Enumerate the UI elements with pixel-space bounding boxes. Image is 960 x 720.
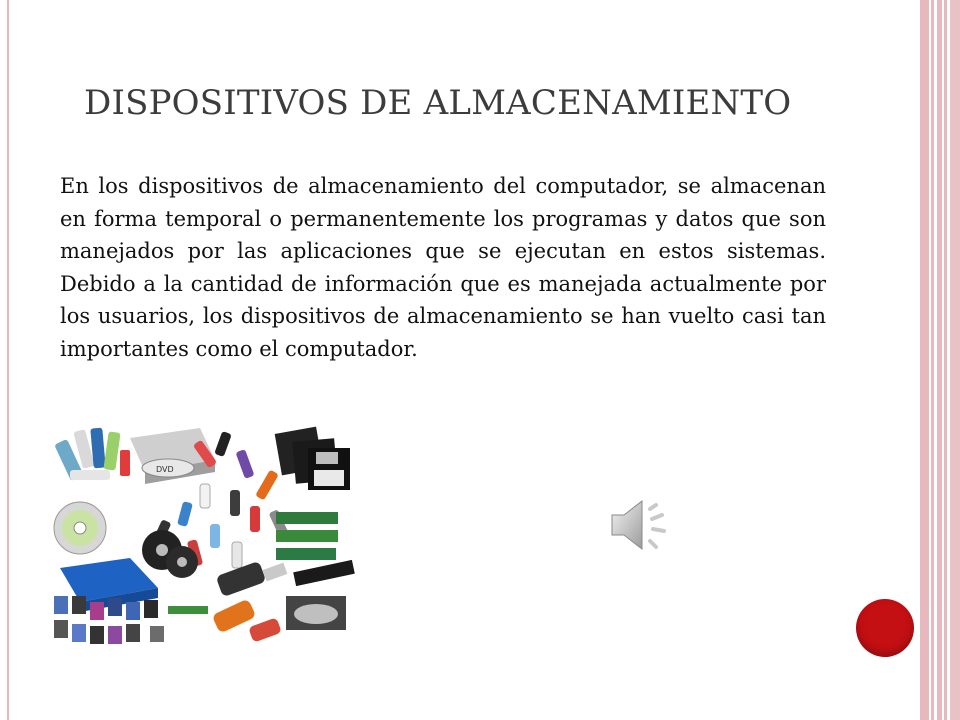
decorative-stripe (931, 0, 934, 720)
dark-discs (142, 530, 198, 578)
red-circle-decoration (856, 599, 914, 657)
large-usb-sticks (212, 560, 355, 643)
usb-drives-fan (54, 428, 130, 482)
speaker-icon[interactable] (606, 493, 676, 557)
decorative-stripe (920, 0, 929, 720)
storage-devices-image (50, 420, 358, 655)
slide-body-text: En los dispositivos de almacenamiento del computador, se almacenan en forma temporal o permanentemente los programas y datos que son manejados por las aplicaciones que se ejecutan en estos sistemas. Debido a la cantidad de información que es manejada actualmente por los usuarios, los dispositivos de almacenamiento se han vuelto casi tan importantes como el computador. (60, 174, 826, 361)
floppy-disks (275, 427, 350, 490)
storage-devices-illustration (50, 420, 358, 655)
speaker-icon-graphic (606, 493, 676, 557)
decorative-stripe (937, 0, 942, 720)
decorative-stripe (950, 0, 960, 720)
memory-cards (54, 596, 164, 644)
compact-disc (54, 502, 106, 554)
slide-title: DISPOSITIVOS DE ALMACENAMIENTO (84, 82, 792, 123)
decorative-stripe (944, 0, 947, 720)
dvd-label: DVD (156, 465, 174, 474)
